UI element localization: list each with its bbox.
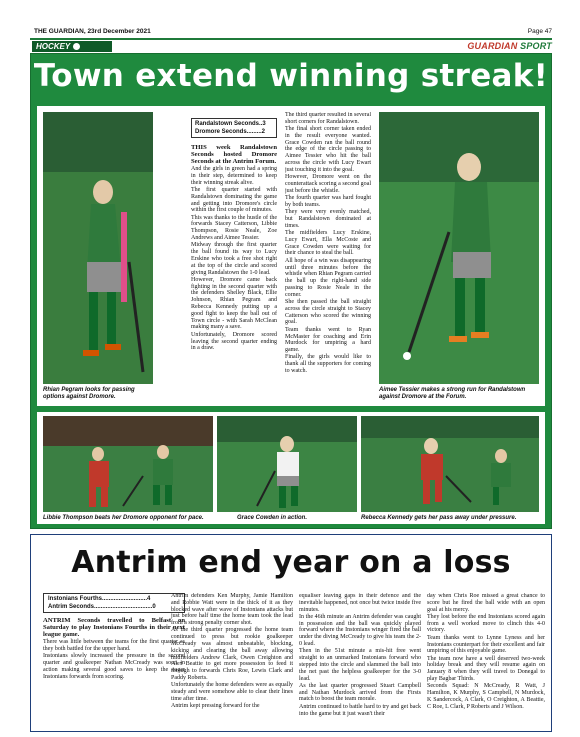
story2-column-4 <box>427 593 545 729</box>
paragraph: The fourth quarter was hard fought by both teams. <box>285 195 371 208</box>
caption-bottom-left: Libbie Thompson beats her Dromore opponent for pace. <box>43 515 204 521</box>
story2-column-3 <box>299 593 421 729</box>
paragraph: The final short corner taken ended in the result everyone wanted. Grace Cowden ran the ball round the edge of the circle passing to Aimee Tessier who hit the ball across the circle with Lucy Ewart just touching it into the goal. <box>285 126 371 173</box>
paragraph: However, Dromore came back fighting in the second quarter with the defenders Shelley Black, Ellie Johnson, Rhian Pegram and Rebecca Kennedy putting up a good fight to keep the ball out of Town circle - with Sarah McClean making many a save. <box>191 276 277 331</box>
paragraph: Instonians slowly increased the pressure in the second quarter and goalkeeper Nathan McCready was soon in action making several good saves to keep the eager Instonians forwards from scoring. <box>43 653 185 680</box>
hockey-ball-icon <box>73 43 80 50</box>
paragraph: And the girls in green had a spring in their step, determined to keep their winning streak alive. <box>191 166 277 186</box>
paragraph: This was thanks to the hustle of the forwards Stacey Catterson, Libbie Thompson, Rosie Neale, Zoe Andrews and Aimee Tessier. <box>191 214 277 242</box>
story1-column-1 <box>191 144 277 404</box>
brand-sport: SPORT <box>517 41 552 51</box>
masthead <box>34 28 552 38</box>
paragraph: They were very evenly matched, but Randalstown dominated at times. <box>285 209 371 229</box>
photo-grace-cowden <box>217 416 357 512</box>
paragraph: The first quarter started with Randalstown dominating the game and getting into Dromore's circle within the first couple of minutes. <box>191 187 277 214</box>
paragraph: They lost before the end Instonians scored again from a well worked move to clinch this 4-0 victory. <box>427 613 545 634</box>
lead-paragraph: ANTRIM Seconds travelled to Belfast on Saturday to play Instonians Fourths in their next league game. <box>43 617 185 639</box>
paragraph: Team thanks went to Ryan McMaster for coaching and Erin Murdock for umpiring a hard game. <box>285 326 371 354</box>
paragraph: There was little between the teams for the first quarter as they both battled for the upper hand. <box>43 639 185 652</box>
score-line: Antrim Seconds...................................0 <box>48 603 156 610</box>
paragraph: The midfielders Lucy Erskine, Lucy Ewart, Ella McCoste and Grace Cowden were waiting for their chance to steal the ball. <box>285 230 371 257</box>
page-number: Page 47 <box>527 28 552 35</box>
lead-paragraph: THIS week Randalstown Seconds hosted Dromore Seconds at the Antrim Forum. <box>191 144 277 166</box>
story1-bottom-photos <box>37 412 545 524</box>
score-line: Instonians Fourths...........................4 <box>48 596 151 602</box>
caption-bottom-mid: Grace Cowden in action. <box>237 515 308 521</box>
paragraph: Finally, the girls would like to thank all the supporters for coming to watch. <box>285 354 371 374</box>
story2-column-2 <box>171 593 293 729</box>
paragraph: The team now have a well deserved two-week holiday break and they will resume again on January 8 when they will travel to Donegal to play Bagbar Thirds. <box>427 655 545 683</box>
paragraph: As the third quarter progressed the home team continued to press but rookie goalkeeper McCready was almost unbeatable, blocking, kicking and clearing the ball away allowing midfielders Andrew Clark, Owen Creighton and Alex Beattie to get more possession to feed it through to forwards Chris Roe, Lewis Clark and Paddy Roberts. <box>171 627 293 682</box>
story-town-extend <box>30 53 552 529</box>
section-bar <box>30 38 552 51</box>
paragraph: Unfortunately the home defenders were as equally steady and were somehow able to clear their lines time after time. <box>171 682 293 702</box>
paragraph: Midway through the first quarter the ball found its way to Lucy Erskine who took a free shot right at the top of the circle and scored giving Randalstown the 1-0 lead. <box>191 242 277 276</box>
story1-column-2 <box>285 112 371 404</box>
brand-logo <box>467 41 552 51</box>
story1-panel <box>37 106 545 406</box>
photo-rebecca-kennedy <box>361 416 539 512</box>
section-tag-label: HOCKEY <box>36 42 71 51</box>
paragraph: As the last quarter progressed Stuart Campbell and Nathan Murdock arrived from the Firsts match to boost the team morale. <box>299 682 421 703</box>
paragraph: Unfortunately, Dromore scored leaving the second quarter ending in a draw. <box>191 331 277 352</box>
paragraph: All hope of a win was disappearing until three minutes before the whistle when Rhian Pegram carried the ball up the right-hand side passing to Rosie Neale in the corner. <box>285 257 371 298</box>
caption-bottom-right: Rebecca Kennedy gets her pass away under pressure. <box>361 515 517 521</box>
score-line: Dromore Seconds.........2 <box>195 128 266 135</box>
score-box-story1 <box>191 118 277 138</box>
brand-name: GUARDIAN <box>467 41 518 51</box>
story-antrim-loss <box>30 534 552 732</box>
photo-aimee-tessier <box>379 112 539 384</box>
headline-antrim-loss: Antrim end year on a loss <box>71 545 511 580</box>
caption-right: Aimee Tessier makes a strong run for Randalstown against Dromore at the Forum. <box>379 387 526 400</box>
paragraph: equaliser leaving gaps in their defence and the inevitable happened, not once but twice inside five minutes. <box>299 593 421 613</box>
section-tag <box>32 41 112 52</box>
photo-rhian-pegram <box>43 112 153 384</box>
paragraph: Seconds Squad: N McCready, R Watt, J Hamilton, K Murphy, S Campbell, N Murdock, K Sandercock, A Clark, O Creighton, A Beattie, C Roe, L Clark, P Roberts and J Wilson. <box>427 683 545 710</box>
story2-column-1 <box>43 617 185 727</box>
paragraph: Antrim kept pressing forward for the <box>171 703 260 710</box>
score-line: Randalstown Seconds..3 <box>195 121 266 127</box>
paragraph: Team thanks went to Lynne Lyness and her Instonians counterpart for their excellent and fair umpiring of this enjoyable game. <box>427 634 545 655</box>
paragraph: Antrim defenders Ken Murphy, Jamie Hamilton and Robbie Watt were in the thick of it as they blocked wave after wave of Instonians attacks but just before half time the home team took the lead from a strong penalty corner shot. <box>171 593 293 627</box>
headline-town-extend: Town extend winning streak! <box>33 58 549 94</box>
paragraph: Antrim continued to battle hard to try and get back into the game but it just wasn't their <box>299 703 421 717</box>
paper-date: THE GUARDIAN, 23rd December 2021 <box>34 28 151 35</box>
photo-libbie-thompson <box>43 416 213 512</box>
paragraph: The third quarter resulted in several short corners for Randalstown. <box>285 112 371 125</box>
paragraph: day when Chris Roe missed a great chance to score but he fired the ball wide with an open goal at his mercy. <box>427 593 545 613</box>
paragraph: In the 46th minute an Antrim defender was caught in possession and the ball was quickly played forward where the Instonians winger fired the ball under the diving McCready to give his team the 2-0 lead. <box>299 613 421 648</box>
paragraph: However, Dromore went on the counterattack scoring a second goal just before the whistle. <box>285 174 371 194</box>
paragraph: Then in the 51st minute a mis-hit free went straight to an unmarked Instonians forward who stepped into the circle and slammed the ball into the net past the helpless goalkeeper for the 3-0 lead. <box>299 648 421 682</box>
score-box-story2 <box>43 593 185 613</box>
caption-left: Rhian Pegram looks for passing options against Dromore. <box>43 387 135 400</box>
paragraph: She then passed the ball straight across the circle straight to Stacey Catterson who scored the winning goal. <box>285 299 371 326</box>
